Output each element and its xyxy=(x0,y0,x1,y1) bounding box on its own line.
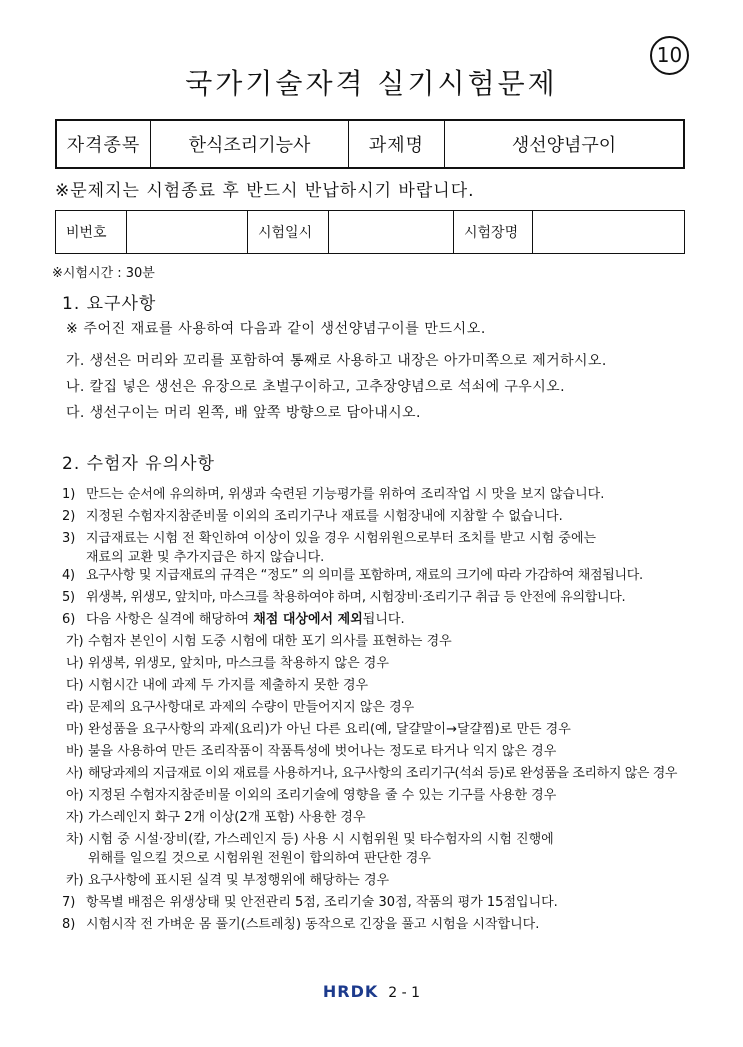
requirements-lead: ※ 주어진 재료를 사용하여 다음과 같이 생선양념구이를 만드시오. xyxy=(66,321,486,337)
sub-number: 자) xyxy=(66,810,84,825)
date-value xyxy=(329,211,454,254)
info-table xyxy=(55,119,685,169)
sub-text: 수험자 본인이 시험 도중 시험에 대한 포기 의사를 표현하는 경우 xyxy=(88,634,452,649)
requirements-heading: 1. 요구사항 xyxy=(62,294,157,314)
sub-number: 나) xyxy=(66,656,84,671)
note-text: 만드는 순서에 유의하며, 위생과 숙련된 기능평가를 위하여 조리작업 시 맛을 보지 않습니다. xyxy=(86,487,605,502)
qual-label: 자격종목 xyxy=(56,120,151,168)
requirement-item: 나. 칼집 넣은 생선은 유장으로 초벌구이하고, 고추장양념으로 석쇠에 구우시오. xyxy=(66,379,565,395)
sub-text: 해당과제의 지급재료 이외 재료를 사용하거나, 요구사항의 조리기구(석쇠 등)로 완성품을 조리하지 않은 경우 xyxy=(88,766,678,781)
requirement-item: 가. 생선은 머리와 꼬리를 포함하여 통째로 사용하고 내장은 아가미쪽으로 제거하시오. xyxy=(66,353,607,369)
note-text: 위생복, 위생모, 앞치마, 마스크를 착용하여야 하며, 시험장비·조리기구 취급 등 안전에 유의합니다. xyxy=(86,590,626,605)
note-number: 8) xyxy=(62,917,76,932)
note-text: 다음 사항은 실격에 해당하여 xyxy=(86,612,254,627)
sub-item xyxy=(66,784,556,803)
note-text: 지정된 수험자지참준비물 이외의 조리기구나 재료를 시험장내에 지참할 수 없습니다. xyxy=(86,509,563,524)
sub-text: 완성품을 요구사항의 과제(요리)가 아닌 다른 요리(예, 달걀말이→달걀찜)로 만든 경우 xyxy=(88,722,571,737)
note-item xyxy=(62,564,643,583)
note-number: 7) xyxy=(62,895,76,910)
note-item xyxy=(62,505,563,524)
sub-text: 지정된 수험자지참준비물 이외의 조리기술에 영향을 줄 수 있는 기구를 사용한 경우 xyxy=(88,788,557,803)
note-item xyxy=(62,586,625,605)
sub-item xyxy=(66,762,677,781)
page-title: 국가기술자격 실기시험문제 xyxy=(185,67,558,100)
sub-item xyxy=(66,828,554,866)
requirement-item: 다. 생선구이는 머리 왼쪽, 배 앞쪽 방향으로 담아내시오. xyxy=(66,405,421,421)
sub-text: 불을 사용하여 만든 조리작품이 작품특성에 벗어나는 정도로 타거나 익지 않은 경우 xyxy=(88,744,557,759)
sub-number: 바) xyxy=(66,744,84,759)
id-value xyxy=(127,211,248,254)
sub-text: 시험시간 내에 과제 두 가지를 제출하지 못한 경우 xyxy=(88,678,369,693)
sub-item xyxy=(66,806,366,825)
sub-number: 다) xyxy=(66,678,84,693)
task-label: 과제명 xyxy=(349,120,445,168)
hrdk-logo: HRDK xyxy=(322,982,379,1001)
place-value xyxy=(533,211,685,254)
sub-number: 차) xyxy=(66,832,84,847)
note-text: 시험시작 전 가벼운 몸 풀기(스트레칭) 동작으로 긴장을 풀고 시험을 시작합니다. xyxy=(86,917,540,932)
note-number: 6) xyxy=(62,612,76,627)
note-emphasis: 채점 대상에서 제외 xyxy=(253,612,363,627)
note-text: 지급재료는 시험 전 확인하여 이상이 있을 경우 시험위원으로부터 조치를 받고 시험 중에는 xyxy=(86,531,597,546)
note-text: 요구사항 및 지급재료의 규격은 “정도” 의 의미를 포함하며, 재료의 크기에 따라 가감하여 채점됩니다. xyxy=(86,568,643,583)
note-item xyxy=(62,891,558,910)
sub-number: 카) xyxy=(66,873,84,888)
task-value: 생선양념구이 xyxy=(445,120,685,168)
sub-item xyxy=(66,869,389,888)
notes-heading: 2. 수험자 유의사항 xyxy=(62,454,215,474)
note-item xyxy=(62,483,604,502)
sub-number: 아) xyxy=(66,788,84,803)
footer-page: 2 - 1 xyxy=(388,985,421,1001)
sub-item xyxy=(66,652,389,671)
exam-time: ※시험시간 : 30분 xyxy=(52,266,155,281)
sub-item xyxy=(66,630,452,649)
exam-table xyxy=(55,210,685,254)
page-number-badge: 10 xyxy=(650,36,689,75)
sub-number: 가) xyxy=(66,634,84,649)
note-item xyxy=(62,913,539,932)
sub-number: 사) xyxy=(66,766,83,781)
sub-text-continued: 위해를 일으킬 것으로 시험위원 전원이 합의하여 판단한 경우 xyxy=(88,851,431,866)
qual-value: 한식조리기능사 xyxy=(151,120,349,168)
sub-number: 라) xyxy=(66,700,84,715)
sub-item xyxy=(66,718,571,737)
sub-number: 마) xyxy=(66,722,84,737)
sub-text: 요구사항에 표시된 실격 및 부정행위에 해당하는 경우 xyxy=(88,873,390,888)
note-item xyxy=(62,527,596,565)
note-text: 항목별 배점은 위생상태 및 안전관리 5점, 조리기술 30점, 작품의 평가 15점입니다. xyxy=(86,895,558,910)
note-text-continued: 재료의 교환 및 추가지급은 하지 않습니다. xyxy=(86,550,325,565)
return-notice: ※문제지는 시험종료 후 반드시 반납하시기 바랍니다. xyxy=(55,181,475,201)
note-number: 4) xyxy=(62,568,75,583)
sub-text: 문제의 요구사항대로 과제의 수량이 만들어지지 않은 경우 xyxy=(88,700,415,715)
id-label: 비번호 xyxy=(56,211,127,254)
note-number: 3) xyxy=(62,531,76,546)
note-number: 1) xyxy=(62,487,76,502)
sub-text: 위생복, 위생모, 앞치마, 마스크를 착용하지 않은 경우 xyxy=(88,656,389,671)
footer xyxy=(0,982,743,1001)
note-text: 됩니다. xyxy=(362,612,405,627)
sub-item xyxy=(66,696,414,715)
note-item xyxy=(62,608,405,627)
sub-item xyxy=(66,740,556,759)
date-label: 시험일시 xyxy=(248,211,329,254)
note-number: 5) xyxy=(62,590,75,605)
sub-text: 가스레인지 화구 2개 이상(2개 포함) 사용한 경우 xyxy=(88,810,366,825)
sub-text: 시험 중 시설·장비(칼, 가스레인지 등) 사용 시 시험위원 및 타수험자의 시험 진행에 xyxy=(88,832,554,847)
sub-item xyxy=(66,674,368,693)
note-number: 2) xyxy=(62,509,76,524)
place-label: 시험장명 xyxy=(454,211,533,254)
